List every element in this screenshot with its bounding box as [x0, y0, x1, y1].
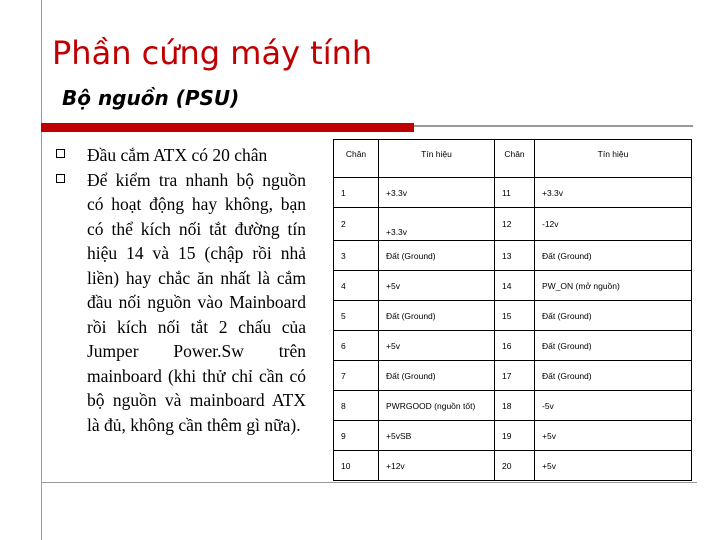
bullet-text: Đầu cắm ATX có 20 chân	[87, 145, 268, 165]
pin-cell: 16	[495, 331, 535, 361]
signal-cell: Đất (Ground)	[379, 241, 495, 271]
signal-cell: +3.3v	[379, 178, 495, 208]
signal-cell: -5v	[535, 391, 692, 421]
signal-cell: +5v	[379, 271, 495, 301]
pin-cell: 20	[495, 451, 535, 481]
pin-cell: 4	[334, 271, 379, 301]
slide-subtitle: Bộ nguồn (PSU)	[62, 86, 240, 110]
signal-cell: Đất (Ground)	[535, 301, 692, 331]
pin-cell: 8	[334, 391, 379, 421]
bullet-list	[56, 143, 306, 437]
bottom-divider-line	[41, 482, 697, 483]
pin-cell: 3	[334, 241, 379, 271]
pin-cell: 6	[334, 331, 379, 361]
signal-cell: Đất (Ground)	[535, 331, 692, 361]
signal-cell: +12v	[379, 451, 495, 481]
signal-cell: Đất (Ground)	[535, 241, 692, 271]
pin-cell: 13	[495, 241, 535, 271]
table-row	[334, 451, 692, 481]
signal-cell: +5vSB	[379, 421, 495, 451]
atx-pinout-table	[333, 139, 692, 481]
table-row	[334, 271, 692, 301]
signal-cell: Đất (Ground)	[379, 361, 495, 391]
table-row	[334, 241, 692, 271]
table-row	[334, 421, 692, 451]
bullet-item	[56, 143, 306, 168]
table-row	[334, 391, 692, 421]
left-vertical-rule	[41, 0, 42, 540]
table-header-row	[334, 140, 692, 178]
pin-cell: 14	[495, 271, 535, 301]
title-accent-bar	[41, 123, 414, 132]
table-row	[334, 361, 692, 391]
square-bullet-icon	[56, 149, 65, 158]
bullet-item	[56, 168, 306, 438]
pin-cell: 5	[334, 301, 379, 331]
signal-cell: -12v	[535, 208, 692, 241]
signal-cell: Đất (Ground)	[535, 361, 692, 391]
table-row	[334, 208, 692, 241]
signal-cell: +5v	[535, 421, 692, 451]
pin-cell: 12	[495, 208, 535, 241]
header-pin: Chân	[495, 140, 535, 178]
pin-cell: 7	[334, 361, 379, 391]
pin-cell: 9	[334, 421, 379, 451]
signal-cell: +5v	[379, 331, 495, 361]
pin-cell: 19	[495, 421, 535, 451]
table-row	[334, 301, 692, 331]
pin-cell: 2	[334, 208, 379, 241]
pin-cell: 15	[495, 301, 535, 331]
pin-cell: 1	[334, 178, 379, 208]
pin-cell: 10	[334, 451, 379, 481]
table-row	[334, 178, 692, 208]
slide-title: Phần cứng máy tính	[52, 34, 373, 72]
signal-cell: +5v	[535, 451, 692, 481]
header-pin: Chân	[334, 140, 379, 178]
signal-cell: PW_ON (mở nguồn)	[535, 271, 692, 301]
pin-cell: 18	[495, 391, 535, 421]
signal-cell: PWRGOOD (nguồn tốt)	[379, 391, 495, 421]
pin-cell: 11	[495, 178, 535, 208]
title-divider-line	[414, 125, 693, 127]
pin-cell: 17	[495, 361, 535, 391]
signal-cell: Đất (Ground)	[379, 301, 495, 331]
header-signal: Tín hiệu	[379, 140, 495, 178]
bullet-text: Để kiểm tra nhanh bộ nguồn có hoạt động hay không, bạn có thể kích nối tắt đường tín hiệu 14 và 15 (chập rồi nhả liền) hay chắc ăn nhất là cắm đầu nối nguồn vào Mainboard rồi kích nối tắt 2 chấu của Jumper Power.Sw trên mainboard (khi thử chỉ cần có bộ nguồn và mainboard ATX là đủ, không cần thêm gì nữa).	[87, 169, 306, 435]
square-bullet-icon	[56, 174, 65, 183]
header-signal: Tín hiệu	[535, 140, 692, 178]
signal-cell: +3.3v	[379, 208, 495, 241]
table-row	[334, 331, 692, 361]
signal-cell: +3.3v	[535, 178, 692, 208]
